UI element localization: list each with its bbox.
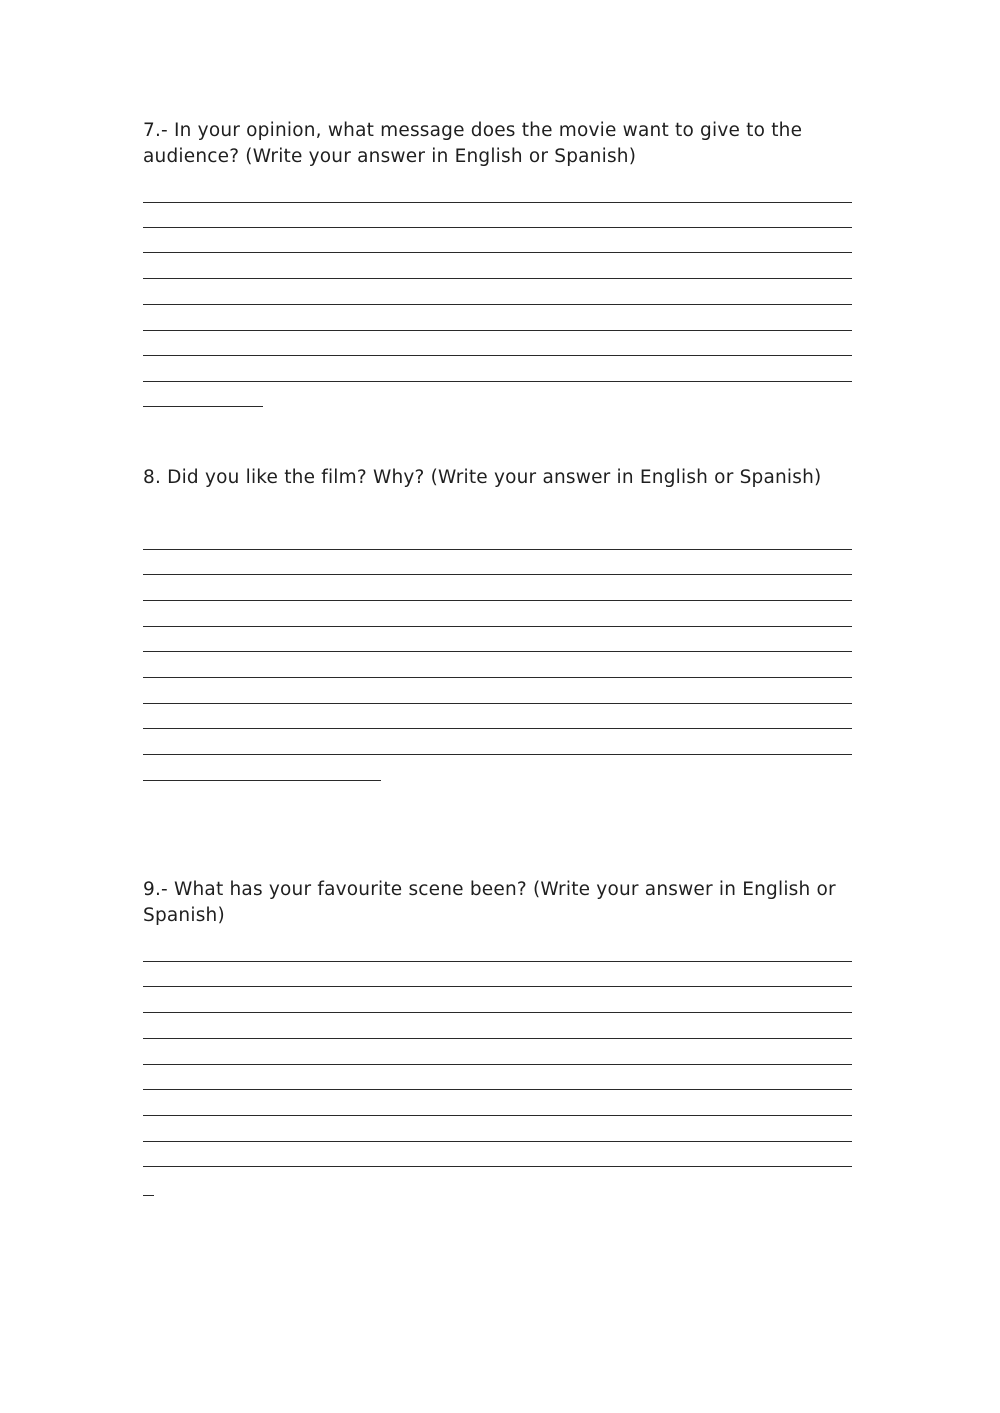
answer-line[interactable]: [143, 961, 852, 962]
answer-line[interactable]: [143, 330, 852, 331]
answer-line[interactable]: [143, 549, 852, 550]
answer-line[interactable]: [143, 355, 852, 356]
answer-line[interactable]: [143, 1115, 852, 1116]
answer-line[interactable]: [143, 381, 852, 382]
answer-line-end[interactable]: [143, 780, 381, 781]
answer-line[interactable]: [143, 1141, 852, 1142]
answer-line[interactable]: [143, 677, 852, 678]
answer-line[interactable]: [143, 986, 852, 987]
question-9-prompt: 9.- What has your favourite scene been? (Write your answer in English or Spanish): [143, 879, 836, 926]
answer-line[interactable]: [143, 651, 852, 652]
answer-line[interactable]: [143, 304, 852, 305]
answer-line[interactable]: [143, 754, 852, 755]
answer-line[interactable]: [143, 278, 852, 279]
answer-line[interactable]: [143, 600, 852, 601]
question-8-prompt: 8. Did you like the film? Why? (Write your answer in English or Spanish): [143, 467, 822, 488]
answer-line[interactable]: [143, 1064, 852, 1065]
answer-line[interactable]: [143, 1089, 852, 1090]
answer-line[interactable]: [143, 703, 852, 704]
answer-line[interactable]: [143, 202, 852, 203]
answer-line[interactable]: [143, 728, 852, 729]
answer-line[interactable]: [143, 574, 852, 575]
answer-line-end[interactable]: [143, 406, 263, 407]
answer-line-end[interactable]: [143, 1195, 154, 1196]
answer-line[interactable]: [143, 252, 852, 253]
answer-line[interactable]: [143, 626, 852, 627]
question-7-prompt: 7.- In your opinion, what message does the movie want to give to the audience? (Write your answer in English or Spanish): [143, 120, 803, 167]
answer-line[interactable]: [143, 1038, 852, 1039]
answer-line[interactable]: [143, 1166, 852, 1167]
answer-line[interactable]: [143, 227, 852, 228]
answer-line[interactable]: [143, 1012, 852, 1013]
